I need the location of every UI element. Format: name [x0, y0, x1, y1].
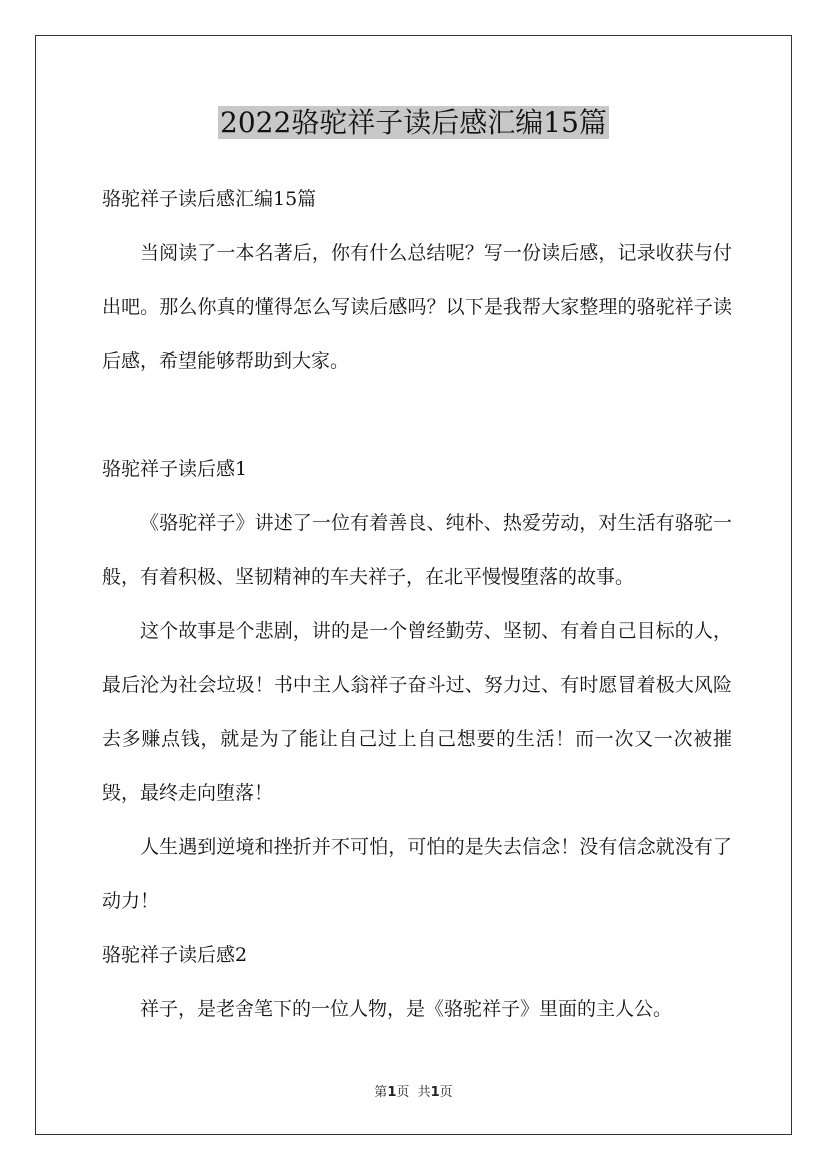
document-body: [102, 172, 732, 1036]
intro-paragraph: 当阅读了一本名著后，你有什么总结呢？写一份读后感，记录收获与付出吧。那么你真的懂得怎么写读后感吗？以下是我帮大家整理的骆驼祥子读后感，希望能够帮助到大家。: [102, 242, 732, 372]
footer-page-suffix: 页: [439, 1085, 453, 1100]
page-footer: [0, 1084, 827, 1102]
section-1-paragraph-2: 这个故事是个悲剧，讲的是一个曾经勤劳、坚韧、有着自己目标的人，最后沦为社会垃圾！书中主人翁祥子奋斗过、努力过、有时愿冒着极大风险去多赚点钱，就是为了能让自己过上自己想要的生活！而一次又一次被摧毁，最终走向堕落！: [102, 620, 732, 804]
footer-page-prefix: 第: [374, 1085, 388, 1100]
footer-page-mid: 页 共: [396, 1085, 431, 1100]
section-heading-2: 骆驼祥子读后感2: [102, 944, 248, 966]
section-heading-1: 骆驼祥子读后感1: [102, 458, 248, 480]
document-title-text: 2022骆驼祥子读后感汇编15篇: [220, 106, 607, 139]
document-subtitle: 骆驼祥子读后感汇编15篇: [102, 188, 317, 210]
section-2-paragraph-1: 祥子，是老舍笔下的一位人物，是《骆驼祥子》里面的主人公。: [140, 998, 673, 1020]
footer-page-total: 1: [430, 1085, 440, 1100]
section-1-paragraph-3: 人生遇到逆境和挫折并不可怕，可怕的是失去信念！没有信念就没有了动力！: [102, 836, 732, 912]
spacer: [102, 388, 732, 442]
footer-page-number: 1: [387, 1085, 397, 1100]
section-1-paragraph-1: 《骆驼祥子》讲述了一位有着善良、纯朴、热爱劳动，对生活有骆驼一般，有着积极、坚韧精神的车夫祥子，在北平慢慢堕落的故事。: [102, 512, 732, 588]
document-title: [0, 104, 827, 142]
